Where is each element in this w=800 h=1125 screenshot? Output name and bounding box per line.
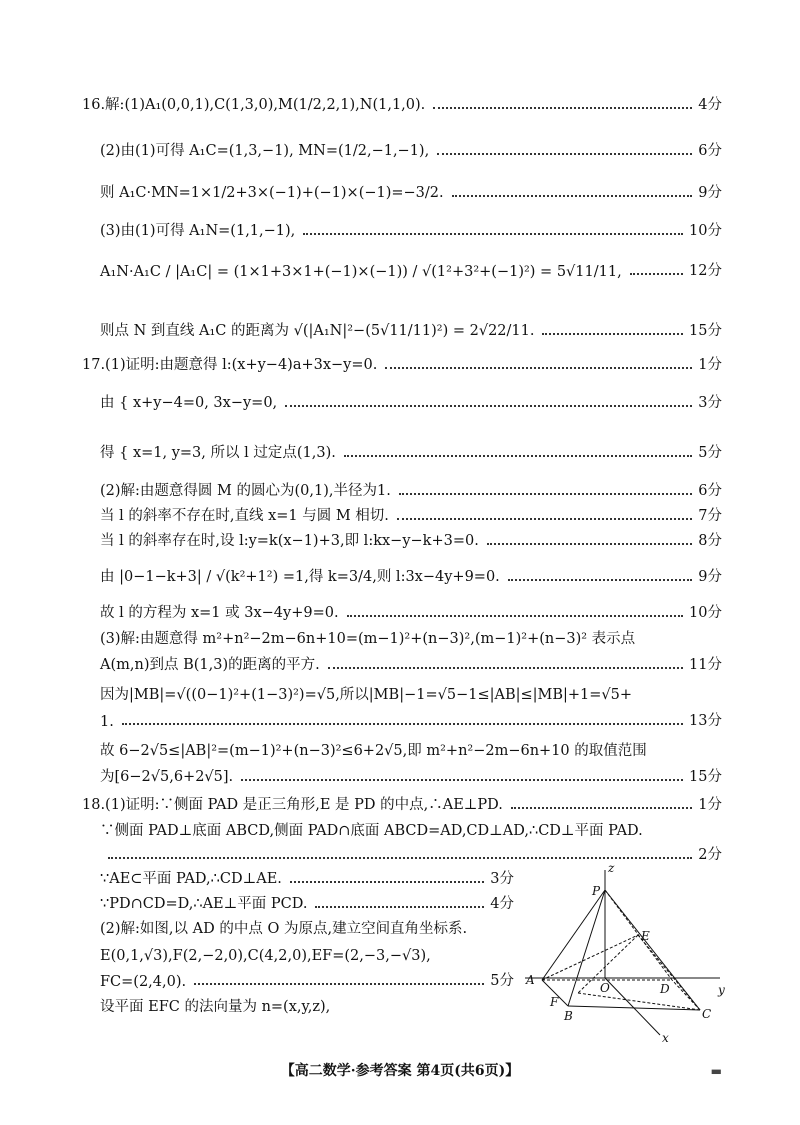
score: 10分	[689, 223, 722, 239]
score: 8分	[698, 533, 722, 549]
answer-line-17-11: 因为|MB|=√((0−1)²+(1−3)²)=√5,所以|MB|−1=√5−1≤|AB|≤|MB|+1=√5+	[100, 687, 633, 703]
answer-line-18-2: ∵侧面 PAD⊥底面 ABCD,侧面 PAD∩底面 ABCD=AD,CD⊥AD,∴CD⊥平面 PAD.	[100, 823, 643, 839]
score: 4分	[490, 896, 514, 912]
answer-line-16-3: 则 A₁C·MN=1×1/2+3×(−1)+(−1)×(−1)=−3/2. 9分	[100, 180, 722, 202]
answer-line-18-1: 18.(1)证明:∵侧面 PAD 是正三角形,E 是 PD 的中点,∴AE⊥PD. 1分	[82, 792, 722, 814]
edge-PC	[605, 890, 700, 1010]
score: 12分	[689, 263, 722, 279]
score: 10分	[689, 605, 722, 621]
score: 11分	[689, 657, 722, 673]
answer-line-17-10: A(m,n)到点 B(1,3)的距离的平方. 11分	[100, 652, 722, 674]
score: 4分	[698, 97, 722, 113]
answer-line-18-7: E(0,1,√3),F(2,−2,0),C(4,2,0),EF=(2,−3,−√3),	[100, 948, 431, 964]
label-C: C	[702, 1007, 712, 1021]
score: 1分	[698, 357, 722, 373]
score: 7分	[698, 508, 722, 524]
footer-mark: ▬	[710, 1064, 722, 1078]
score: 15分	[689, 323, 722, 339]
answer-line-16-4: (3)由(1)可得 A₁N=(1,1,−1), 10分	[100, 218, 722, 240]
answer-line-17-7: 由 |0−1−k+3| / √(k²+1²) =1,得 k=3/4,则 l:3x−4y+9=0. 9分	[100, 564, 722, 586]
label-E: E	[641, 929, 650, 943]
score: 1分	[698, 797, 722, 813]
score: 5分	[490, 973, 514, 989]
answer-line-17-9: (3)解:由题意得 m²+n²−2m−6n+10=(m−1)²+(n−3)²,(m−1)²+(n−3)² 表示点	[100, 631, 636, 647]
answer-line-17-5: 当 l 的斜率不存在时,直线 x=1 与圆 M 相切. 7分	[100, 503, 722, 525]
answer-line-17-1: 17.(1)证明:由题意得 l:(x+y−4)a+3x−y=0. 1分	[82, 352, 722, 374]
answer-line-18-8: FC=(2,4,0). 5分	[100, 968, 514, 990]
score: 2分	[698, 847, 722, 863]
answer-line-17-14: 为[6−2√5,6+2√5]. 15分	[100, 764, 722, 786]
answer-line-18-6: (2)解:如图,以 AD 的中点 O 为原点,建立空间直角坐标系.	[100, 921, 468, 937]
answer-line-16-1: 16.解:(1)A₁(0,0,1),C(1,3,0),M(1/2,2,1),N(1,1,0). 4分	[82, 92, 722, 114]
score: 13分	[689, 713, 722, 729]
pyramid-figure	[520, 860, 735, 1045]
label-A: A	[526, 973, 535, 987]
segment-FC	[578, 993, 700, 1010]
label-F: F	[550, 995, 559, 1009]
label-y: y	[718, 983, 725, 997]
answer-line-17-12: 1. 13分	[100, 708, 722, 730]
answer-line-17-6: 当 l 的斜率存在时,设 l:y=k(x−1)+3,即 l:kx−y−k+3=0. 8分	[100, 528, 722, 550]
label-O: O	[600, 981, 610, 995]
x-axis	[605, 978, 660, 1035]
score: 9分	[698, 569, 722, 585]
score: 5分	[698, 445, 722, 461]
answer-line-16-5: A₁N·A₁C / |A₁C| = (1×1+3×1+(−1)×(−1)) / √(1²+3²+(−1)²) = 5√11/11, 12分	[100, 258, 722, 280]
edge-PA	[542, 890, 605, 980]
answer-line-17-3: 得 { x=1, y=3, 所以 l 过定点(1,3). 5分	[100, 440, 722, 462]
score: 9分	[698, 185, 722, 201]
answer-line-18-5: ∵PD∩CD=D,∴AE⊥平面 PCD. 4分	[100, 891, 514, 913]
answer-line-17-2: 由 { x+y−4=0, 3x−y=0, 3分	[100, 390, 722, 412]
label-P: P	[592, 884, 601, 898]
score: 3分	[490, 871, 514, 887]
page-footer: 【高二数学·参考答案 第4页(共6页)】	[280, 1063, 520, 1079]
score: 15分	[689, 769, 722, 785]
answer-line-18-9: 设平面 EFC 的法向量为 n=(x,y,z),	[100, 999, 331, 1015]
answer-line-17-4: (2)解:由题意得圆 M 的圆心为(0,1),半径为1. 6分	[100, 478, 722, 500]
score: 3分	[698, 395, 722, 411]
label-x: x	[662, 1031, 669, 1045]
label-D: D	[660, 982, 670, 996]
answer-line-18-4: ∵AE⊂平面 PAD,∴CD⊥AE. 3分	[100, 866, 514, 888]
segment-AE	[542, 935, 638, 980]
answer-line-16-6: 则点 N 到直线 A₁C 的距离为 √(|A₁N|²−(5√11/11)²) = 2√22/11. 15分	[100, 318, 722, 340]
score: 6分	[698, 483, 722, 499]
answer-line-17-8: 故 l 的方程为 x=1 或 3x−4y+9=0. 10分	[100, 600, 722, 622]
label-z: z	[608, 861, 615, 875]
answer-line-17-13: 故 6−2√5≤|AB|²=(m−1)²+(n−3)²≤6+2√5,即 m²+n²−2m−6n+10 的取值范围	[100, 743, 647, 759]
label-B: B	[564, 1009, 573, 1023]
edge-BC	[568, 1006, 700, 1010]
score: 6分	[698, 143, 722, 159]
answer-line-16-2: (2)由(1)可得 A₁C=(1,3,−1), MN=(1/2,−1,−1), 6分	[100, 138, 722, 160]
